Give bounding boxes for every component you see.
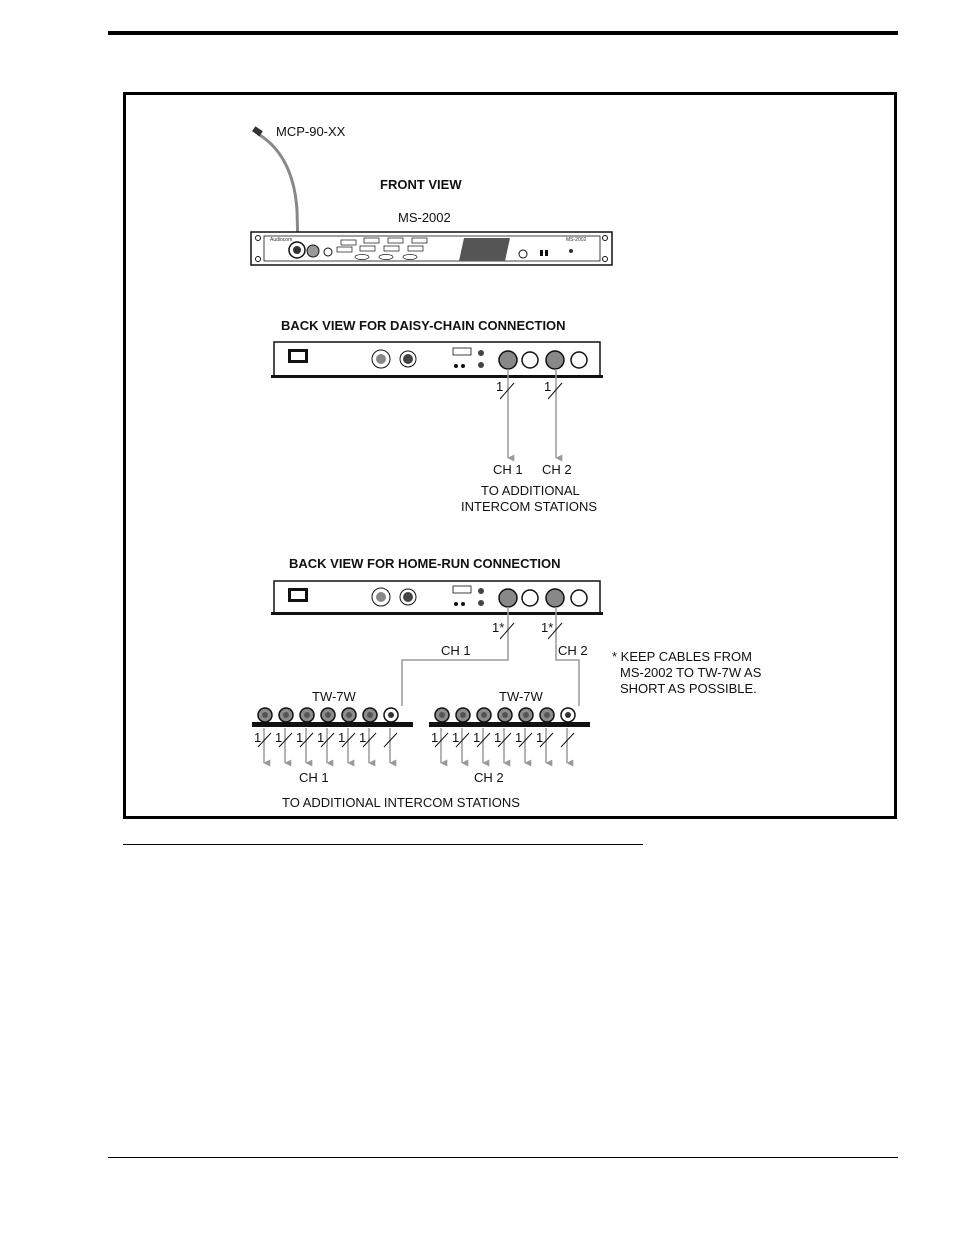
splitter-left-label: TW-7W: [312, 689, 356, 704]
splitter-left-ch-label: CH 1: [299, 770, 329, 785]
home-run-back-panel: [271, 581, 603, 615]
splitter-right-label: TW-7W: [499, 689, 543, 704]
home-ch1-count: 1*: [492, 620, 505, 635]
output-cable-count: 1: [431, 730, 439, 745]
connector-pin: [346, 712, 352, 718]
connector-pin: [367, 712, 373, 718]
bottom-destination-label: TO ADDITIONAL INTERCOM STATIONS: [282, 795, 520, 810]
home-ch1-label: CH 1: [441, 643, 471, 658]
cable-note-line2: MS-2002 TO TW-7W AS: [620, 665, 762, 680]
splitter-left-tw7w: [252, 708, 413, 727]
splitter-right-ch-label: CH 2: [474, 770, 504, 785]
daisy-ch1-count: 1: [496, 379, 504, 394]
connector-pin: [304, 712, 310, 718]
daisy-ch2-count: 1: [544, 379, 552, 394]
cable-note-line3: SHORT AS POSSIBLE.: [620, 681, 757, 696]
home-run-title: BACK VIEW FOR HOME-RUN CONNECTION: [289, 556, 561, 571]
output-cable-count: 1: [359, 730, 367, 745]
daisy-ch1-label: CH 1: [493, 462, 523, 477]
front-panel-model: MS-2002: [566, 237, 587, 243]
device-label: MS-2002: [398, 210, 451, 225]
connector-pin: [502, 712, 508, 718]
connector-pin: [325, 712, 331, 718]
xlr-connector-icon: [499, 589, 517, 607]
daisy-back-panel: [271, 342, 603, 378]
daisy-cables: [500, 369, 562, 458]
front-view-title: FRONT VIEW: [380, 177, 462, 192]
splitter-right-tw7w: [429, 708, 590, 727]
daisy-ch2-label: CH 2: [542, 462, 572, 477]
output-cable-count: 1: [338, 730, 346, 745]
home-ch2-count: 1*: [541, 620, 554, 635]
connector-pin: [523, 712, 529, 718]
connector-pin: [283, 712, 289, 718]
daisy-chain-title: BACK VIEW FOR DAISY-CHAIN CONNECTION: [281, 318, 566, 333]
xlr-connector-icon: [499, 351, 517, 369]
mic-label: MCP-90-XX: [276, 124, 346, 139]
front-panel-brand: Audiocom: [270, 237, 293, 243]
output-cable-count: 1: [536, 730, 544, 745]
daisy-destination-line2: INTERCOM STATIONS: [461, 499, 598, 514]
daisy-destination-line1: TO ADDITIONAL: [481, 483, 580, 498]
output-cable-count: 1: [494, 730, 502, 745]
output-cable-count: 1: [275, 730, 283, 745]
connector-pin: [481, 712, 487, 718]
output-cable-count: 1: [254, 730, 262, 745]
connector-pin: [565, 712, 571, 718]
output-cable-count: 1: [473, 730, 481, 745]
gooseneck-mic-icon: [252, 126, 298, 248]
cable-note-line1: * KEEP CABLES FROM: [612, 649, 752, 664]
connector-pin: [460, 712, 466, 718]
output-cable-count: 1: [452, 730, 460, 745]
output-cable-count: 1: [515, 730, 523, 745]
connector-pin: [544, 712, 550, 718]
output-cable-count: 1: [317, 730, 325, 745]
connector-pin: [439, 712, 445, 718]
splitter-outputs: [254, 728, 574, 763]
front-panel: [251, 232, 612, 265]
connector-pin: [388, 712, 394, 718]
output-cable-count: 1: [296, 730, 304, 745]
connector-pin: [262, 712, 268, 718]
home-ch2-label: CH 2: [558, 643, 588, 658]
